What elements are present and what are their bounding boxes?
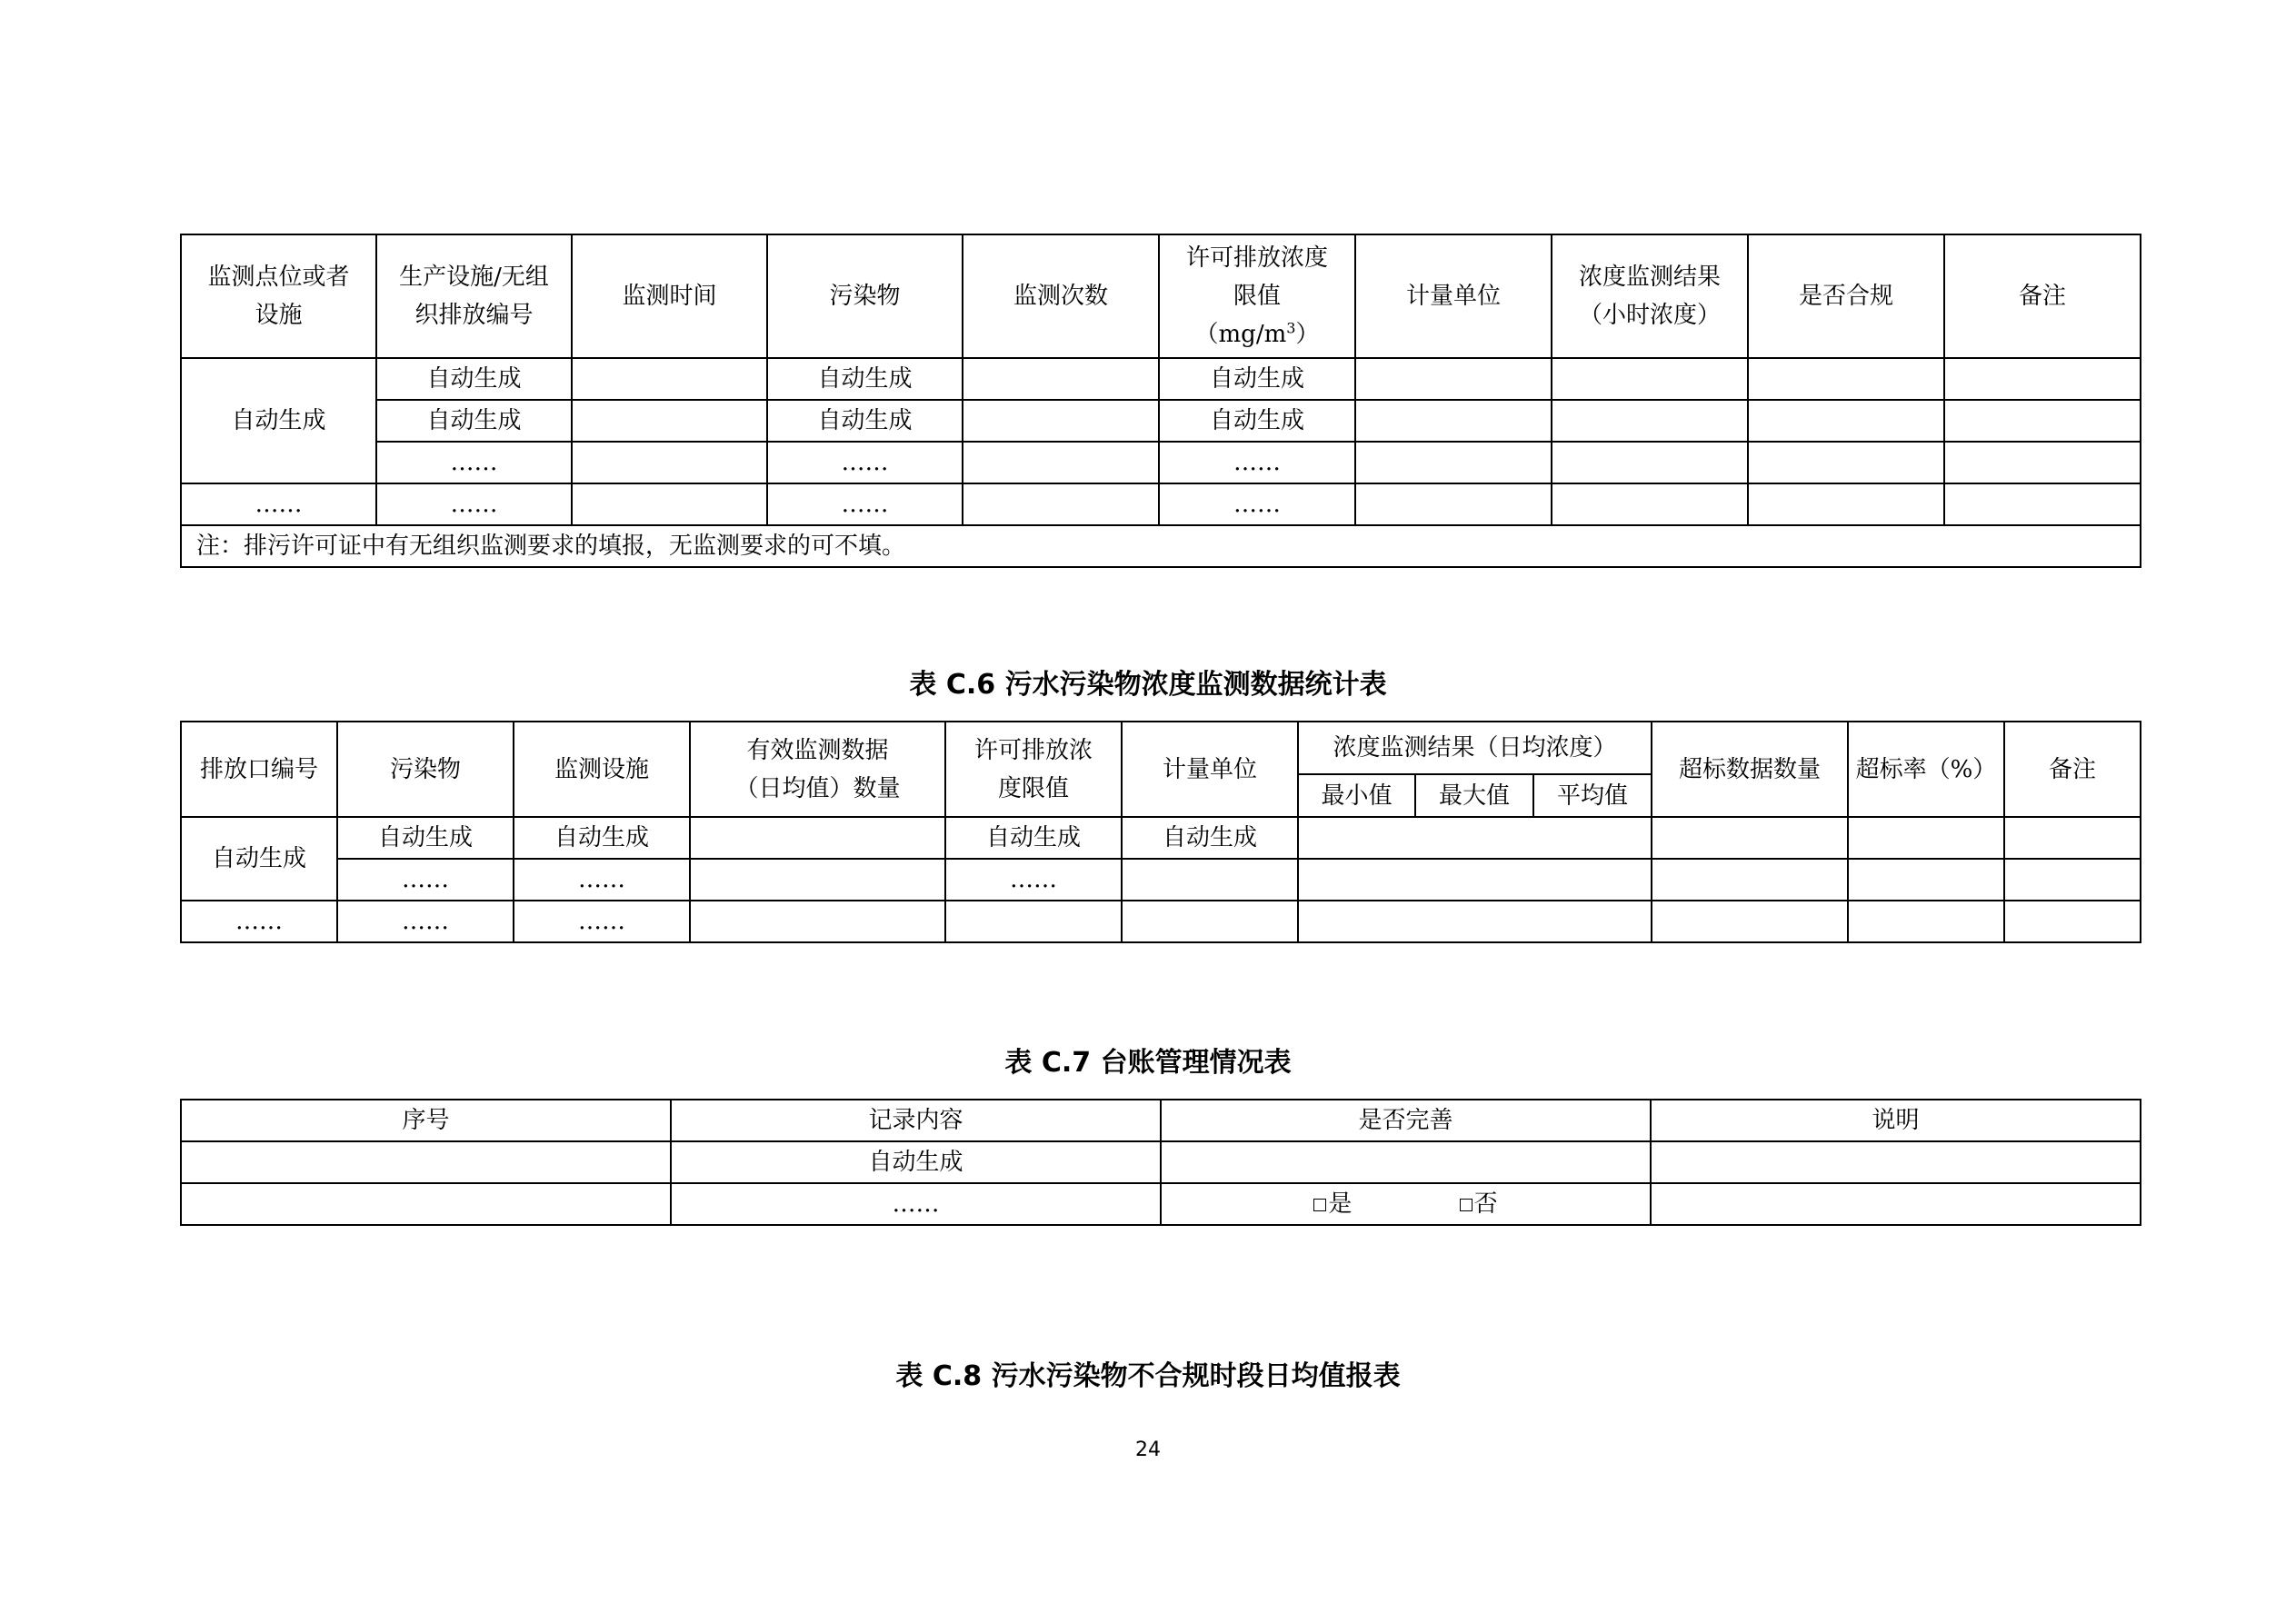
table-cell: …… bbox=[376, 442, 572, 483]
ledger-management-table bbox=[180, 1099, 2141, 1226]
table-cell bbox=[1161, 1183, 1651, 1225]
table-cell bbox=[945, 901, 1122, 942]
header-cell: 监测设施 bbox=[514, 722, 690, 817]
page-number: 24 bbox=[1135, 1439, 1161, 1461]
table-row bbox=[181, 483, 2141, 525]
table-cell: 自动生成 bbox=[767, 358, 963, 400]
table-cell bbox=[1651, 1141, 2141, 1183]
table-row bbox=[181, 901, 2141, 942]
header-cell: 浓度监测结果 （小时浓度） bbox=[1552, 234, 1748, 358]
table-cell bbox=[2004, 817, 2141, 859]
table-cell: …… bbox=[376, 483, 572, 525]
table-cell bbox=[1652, 817, 1848, 859]
option-no[interactable]: 否 bbox=[1460, 1185, 1498, 1223]
table-cell bbox=[963, 400, 1159, 442]
table-cell bbox=[1298, 859, 1652, 901]
table-header-row bbox=[181, 1100, 2141, 1141]
table-caption: 表 C.8 污水污染物不合规时段日均值报表 bbox=[895, 1360, 1401, 1392]
table-caption: 表 C.6 污水污染物浓度监测数据统计表 bbox=[909, 669, 1387, 701]
table-cell bbox=[1748, 400, 1944, 442]
table-cell: 自动生成 bbox=[181, 817, 337, 901]
table-cell bbox=[690, 817, 945, 859]
table-cell: …… bbox=[767, 442, 963, 483]
table-cell bbox=[1848, 859, 2004, 901]
table-cell bbox=[690, 859, 945, 901]
table-cell bbox=[1848, 901, 2004, 942]
table-cell: 自动生成 bbox=[376, 358, 572, 400]
option-yes[interactable]: 是 bbox=[1313, 1185, 1352, 1223]
table-row bbox=[181, 442, 2141, 483]
table-row bbox=[181, 358, 2141, 400]
header-cell: 超标率（%） bbox=[1848, 722, 2004, 817]
table-cell bbox=[1298, 817, 1652, 859]
table-cell bbox=[1298, 901, 1652, 942]
table-cell: …… bbox=[767, 483, 963, 525]
table-cell: …… bbox=[337, 901, 514, 942]
header-cell: 污染物 bbox=[767, 234, 963, 358]
table-cell bbox=[1122, 859, 1298, 901]
table-cell bbox=[1161, 1141, 1651, 1183]
table-header-row bbox=[181, 234, 2141, 358]
table-cell bbox=[1355, 442, 1552, 483]
table-cell: 自动生成 bbox=[1159, 400, 1355, 442]
table-header-row bbox=[181, 722, 2141, 774]
table-caption: 表 C.7 台账管理情况表 bbox=[1004, 1047, 1292, 1079]
table-cell bbox=[181, 1183, 671, 1225]
table-cell bbox=[1944, 442, 2141, 483]
table-cell bbox=[1748, 442, 1944, 483]
table-note: 注：排污许可证中有无组织监测要求的填报，无监测要求的可不填。 bbox=[181, 525, 2141, 567]
header-cell: 监测次数 bbox=[963, 234, 1159, 358]
header-cell: 监测点位或者 设施 bbox=[181, 234, 376, 358]
checkbox-icon[interactable] bbox=[1460, 1199, 1472, 1211]
header-cell: 记录内容 bbox=[671, 1100, 1161, 1141]
table-cell: …… bbox=[337, 859, 514, 901]
header-cell: 计量单位 bbox=[1122, 722, 1298, 817]
table-cell bbox=[181, 1141, 671, 1183]
header-cell: 是否合规 bbox=[1748, 234, 1944, 358]
table-note-row bbox=[181, 525, 2141, 567]
header-cell: 许可排放浓 度限值 bbox=[945, 722, 1122, 817]
table-cell bbox=[1122, 901, 1298, 942]
table-cell: …… bbox=[1159, 483, 1355, 525]
table-cell bbox=[1355, 358, 1552, 400]
table-cell: 自动生成 bbox=[1159, 358, 1355, 400]
table-cell: 自动生成 bbox=[767, 400, 963, 442]
header-cell: 备注 bbox=[2004, 722, 2141, 817]
header-cell: 最小值 bbox=[1298, 774, 1415, 817]
table-row bbox=[181, 1183, 2141, 1225]
table-cell bbox=[963, 358, 1159, 400]
table-cell: …… bbox=[514, 859, 690, 901]
table-cell bbox=[1552, 442, 1748, 483]
header-cell: 浓度监测结果（日均浓度） bbox=[1298, 722, 1652, 774]
header-cell: 监测时间 bbox=[572, 234, 767, 358]
table-row bbox=[181, 859, 2141, 901]
header-cell: 最大值 bbox=[1415, 774, 1533, 817]
table-cell: 自动生成 bbox=[337, 817, 514, 859]
header-cell: 平均值 bbox=[1533, 774, 1652, 817]
header-cell: 生产设施/无组 织排放编号 bbox=[376, 234, 572, 358]
header-cell: 计量单位 bbox=[1355, 234, 1552, 358]
header-cell: 备注 bbox=[1944, 234, 2141, 358]
table-cell: 自动生成 bbox=[514, 817, 690, 859]
table-cell bbox=[1652, 901, 1848, 942]
table-cell bbox=[1652, 859, 1848, 901]
table-cell bbox=[1748, 483, 1944, 525]
table-cell bbox=[1552, 400, 1748, 442]
table-cell bbox=[572, 400, 767, 442]
table-cell: …… bbox=[671, 1183, 1161, 1225]
header-cell: 是否完善 bbox=[1161, 1100, 1651, 1141]
header-cell: 有效监测数据 （日均值）数量 bbox=[690, 722, 945, 817]
monitoring-table bbox=[180, 234, 2141, 568]
table-cell: 自动生成 bbox=[1122, 817, 1298, 859]
header-cell: 污染物 bbox=[337, 722, 514, 817]
table-cell: …… bbox=[514, 901, 690, 942]
table-cell bbox=[1355, 400, 1552, 442]
table-cell bbox=[2004, 859, 2141, 901]
table-cell bbox=[572, 358, 767, 400]
table-row bbox=[181, 1141, 2141, 1183]
table-cell: 自动生成 bbox=[945, 817, 1122, 859]
table-cell bbox=[572, 442, 767, 483]
table-cell: …… bbox=[945, 859, 1122, 901]
table-cell: 自动生成 bbox=[376, 400, 572, 442]
table-cell bbox=[1552, 358, 1748, 400]
table-cell bbox=[963, 442, 1159, 483]
table-row bbox=[181, 817, 2141, 859]
header-cell: 许可排放浓度 限值 $(mg/m^3)$ bbox=[1159, 234, 1355, 358]
table-cell: 自动生成 bbox=[671, 1141, 1161, 1183]
header-cell: 说明 bbox=[1651, 1100, 2141, 1141]
table-cell bbox=[1355, 483, 1552, 525]
table-cell bbox=[1848, 817, 2004, 859]
table-cell bbox=[1944, 483, 2141, 525]
table-cell bbox=[963, 483, 1159, 525]
table-cell bbox=[572, 483, 767, 525]
header-cell: 超标数据数量 bbox=[1652, 722, 1848, 817]
header-cell: 序号 bbox=[181, 1100, 671, 1141]
table-cell bbox=[1651, 1183, 2141, 1225]
table-cell: …… bbox=[181, 483, 376, 525]
table-row bbox=[181, 400, 2141, 442]
table-cell bbox=[1748, 358, 1944, 400]
table-cell bbox=[690, 901, 945, 942]
table-cell bbox=[2004, 901, 2141, 942]
wastewater-stats-table bbox=[180, 721, 2141, 943]
table-cell: …… bbox=[181, 901, 337, 942]
checkbox-icon[interactable] bbox=[1313, 1199, 1326, 1211]
table-cell bbox=[1944, 400, 2141, 442]
table-cell: …… bbox=[1159, 442, 1355, 483]
table-cell: 自动生成 bbox=[181, 358, 376, 483]
table-cell bbox=[1944, 358, 2141, 400]
header-cell: 排放口编号 bbox=[181, 722, 337, 817]
table-cell bbox=[1552, 483, 1748, 525]
